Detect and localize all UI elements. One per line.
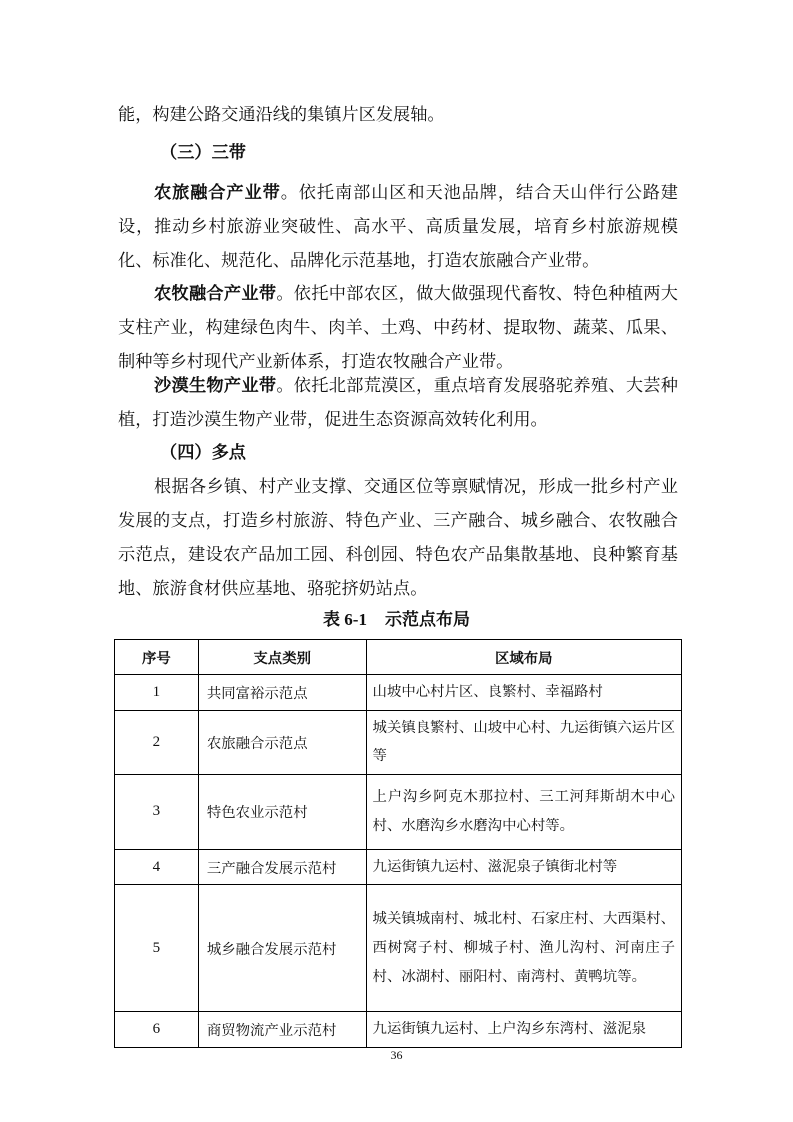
cell-category: 农旅融合示范点: [198, 710, 366, 774]
page-number: 36: [390, 1048, 403, 1062]
term-agri-pastoral-belt: 农牧融合产业带: [154, 284, 277, 304]
term-agri-tourism-belt: 农旅融合产业带: [154, 183, 281, 203]
table-row: [115, 675, 682, 711]
cell-serial: 1: [115, 675, 199, 711]
cell-serial: 6: [115, 1012, 199, 1048]
table-caption-title: 示范点布局: [384, 610, 470, 630]
cell-category: 特色农业示范村: [198, 774, 366, 849]
term-desert-bio-belt: 沙漠生物产业带: [154, 376, 277, 396]
cell-serial: 3: [115, 774, 199, 849]
cell-layout: 城关镇良繁村、山坡中心村、九运街镇六运片区等: [366, 710, 681, 774]
table-row: [115, 710, 682, 774]
cell-serial: 2: [115, 710, 199, 774]
header-category: 支点类别: [198, 640, 366, 675]
paragraph-continuation: 能，构建公路交通沿线的集镇片区发展轴。: [118, 105, 445, 125]
cell-serial: 5: [115, 885, 199, 1012]
cell-serial: 4: [115, 849, 199, 885]
table-caption-number: 表 6-1: [323, 610, 367, 629]
cell-category: 商贸物流产业示范村: [198, 1012, 366, 1048]
cell-category: 城乡融合发展示范村: [198, 885, 366, 1012]
header-layout: 区域布局: [366, 640, 681, 675]
table-row: [115, 849, 682, 885]
cell-layout: 九运街镇九运村、滋泥泉子镇街北村等: [366, 849, 681, 885]
paragraph-multi-points: 根据各乡镇、村产业支撑、交通区位等禀赋情况，形成一批乡村产业发展的支点，打造乡村旅游、特色产业、三产融合、城乡融合、农牧融合示范点，建设农产品加工园、科创园、特色农产品集散基地、良种繁育基地、旅游食材供应基地、骆驼挤奶站点。: [118, 477, 678, 599]
cell-layout: 城关镇城南村、城北村、石家庄村、大西渠村、西树窝子村、柳城子村、渔儿沟村、河南庄子村、冰湖村、丽阳村、南湾村、黄鸭坑等。: [366, 885, 681, 1012]
table-row: [115, 774, 682, 849]
table-row: [115, 885, 682, 1012]
cell-layout: 上户沟乡阿克木那拉村、三工河拜斯胡木中心村、水磨沟乡水磨沟中心村等。: [366, 774, 681, 849]
paragraph-agri-pastoral-belt: 农牧融合产业带。依托中部农区，做大做强现代畜牧、特色种植两大支柱产业，构建绿色肉牛、肉羊、土鸡、中药材、提取物、蔬菜、瓜果、制种等乡村现代产业新体系，打造农牧融合产业带。: [118, 284, 678, 372]
header-serial: 序号: [115, 640, 199, 675]
paragraph-agri-tourism-belt: 农旅融合产业带。依托南部山区和天池品牌，结合天山伴行公路建设，推动乡村旅游业突破性、高水平、高质量发展，培育乡村旅游规模化、标准化、规范化、品牌化示范基地，打造农旅融合产业带。: [118, 183, 678, 271]
demo-points-table: [114, 639, 682, 1048]
section-heading-multi-points: （四）多点: [160, 443, 246, 463]
cell-layout: 山坡中心村片区、良繁村、幸福路村: [366, 675, 681, 711]
cell-layout: 九运街镇九运村、上户沟乡东湾村、滋泥泉: [366, 1012, 681, 1048]
paragraph-desert-bio-belt: 沙漠生物产业带。依托北部荒漠区，重点培育发展骆驼养殖、大芸种植，打造沙漠生物产业带，促进生态资源高效转化利用。: [118, 376, 678, 430]
cell-category: 共同富裕示范点: [198, 675, 366, 711]
table-row: [115, 1012, 682, 1048]
section-heading-three-belts: （三）三带: [160, 143, 246, 163]
table-header-row: [115, 640, 682, 675]
cell-category: 三产融合发展示范村: [198, 849, 366, 885]
table-caption: [0, 605, 793, 630]
